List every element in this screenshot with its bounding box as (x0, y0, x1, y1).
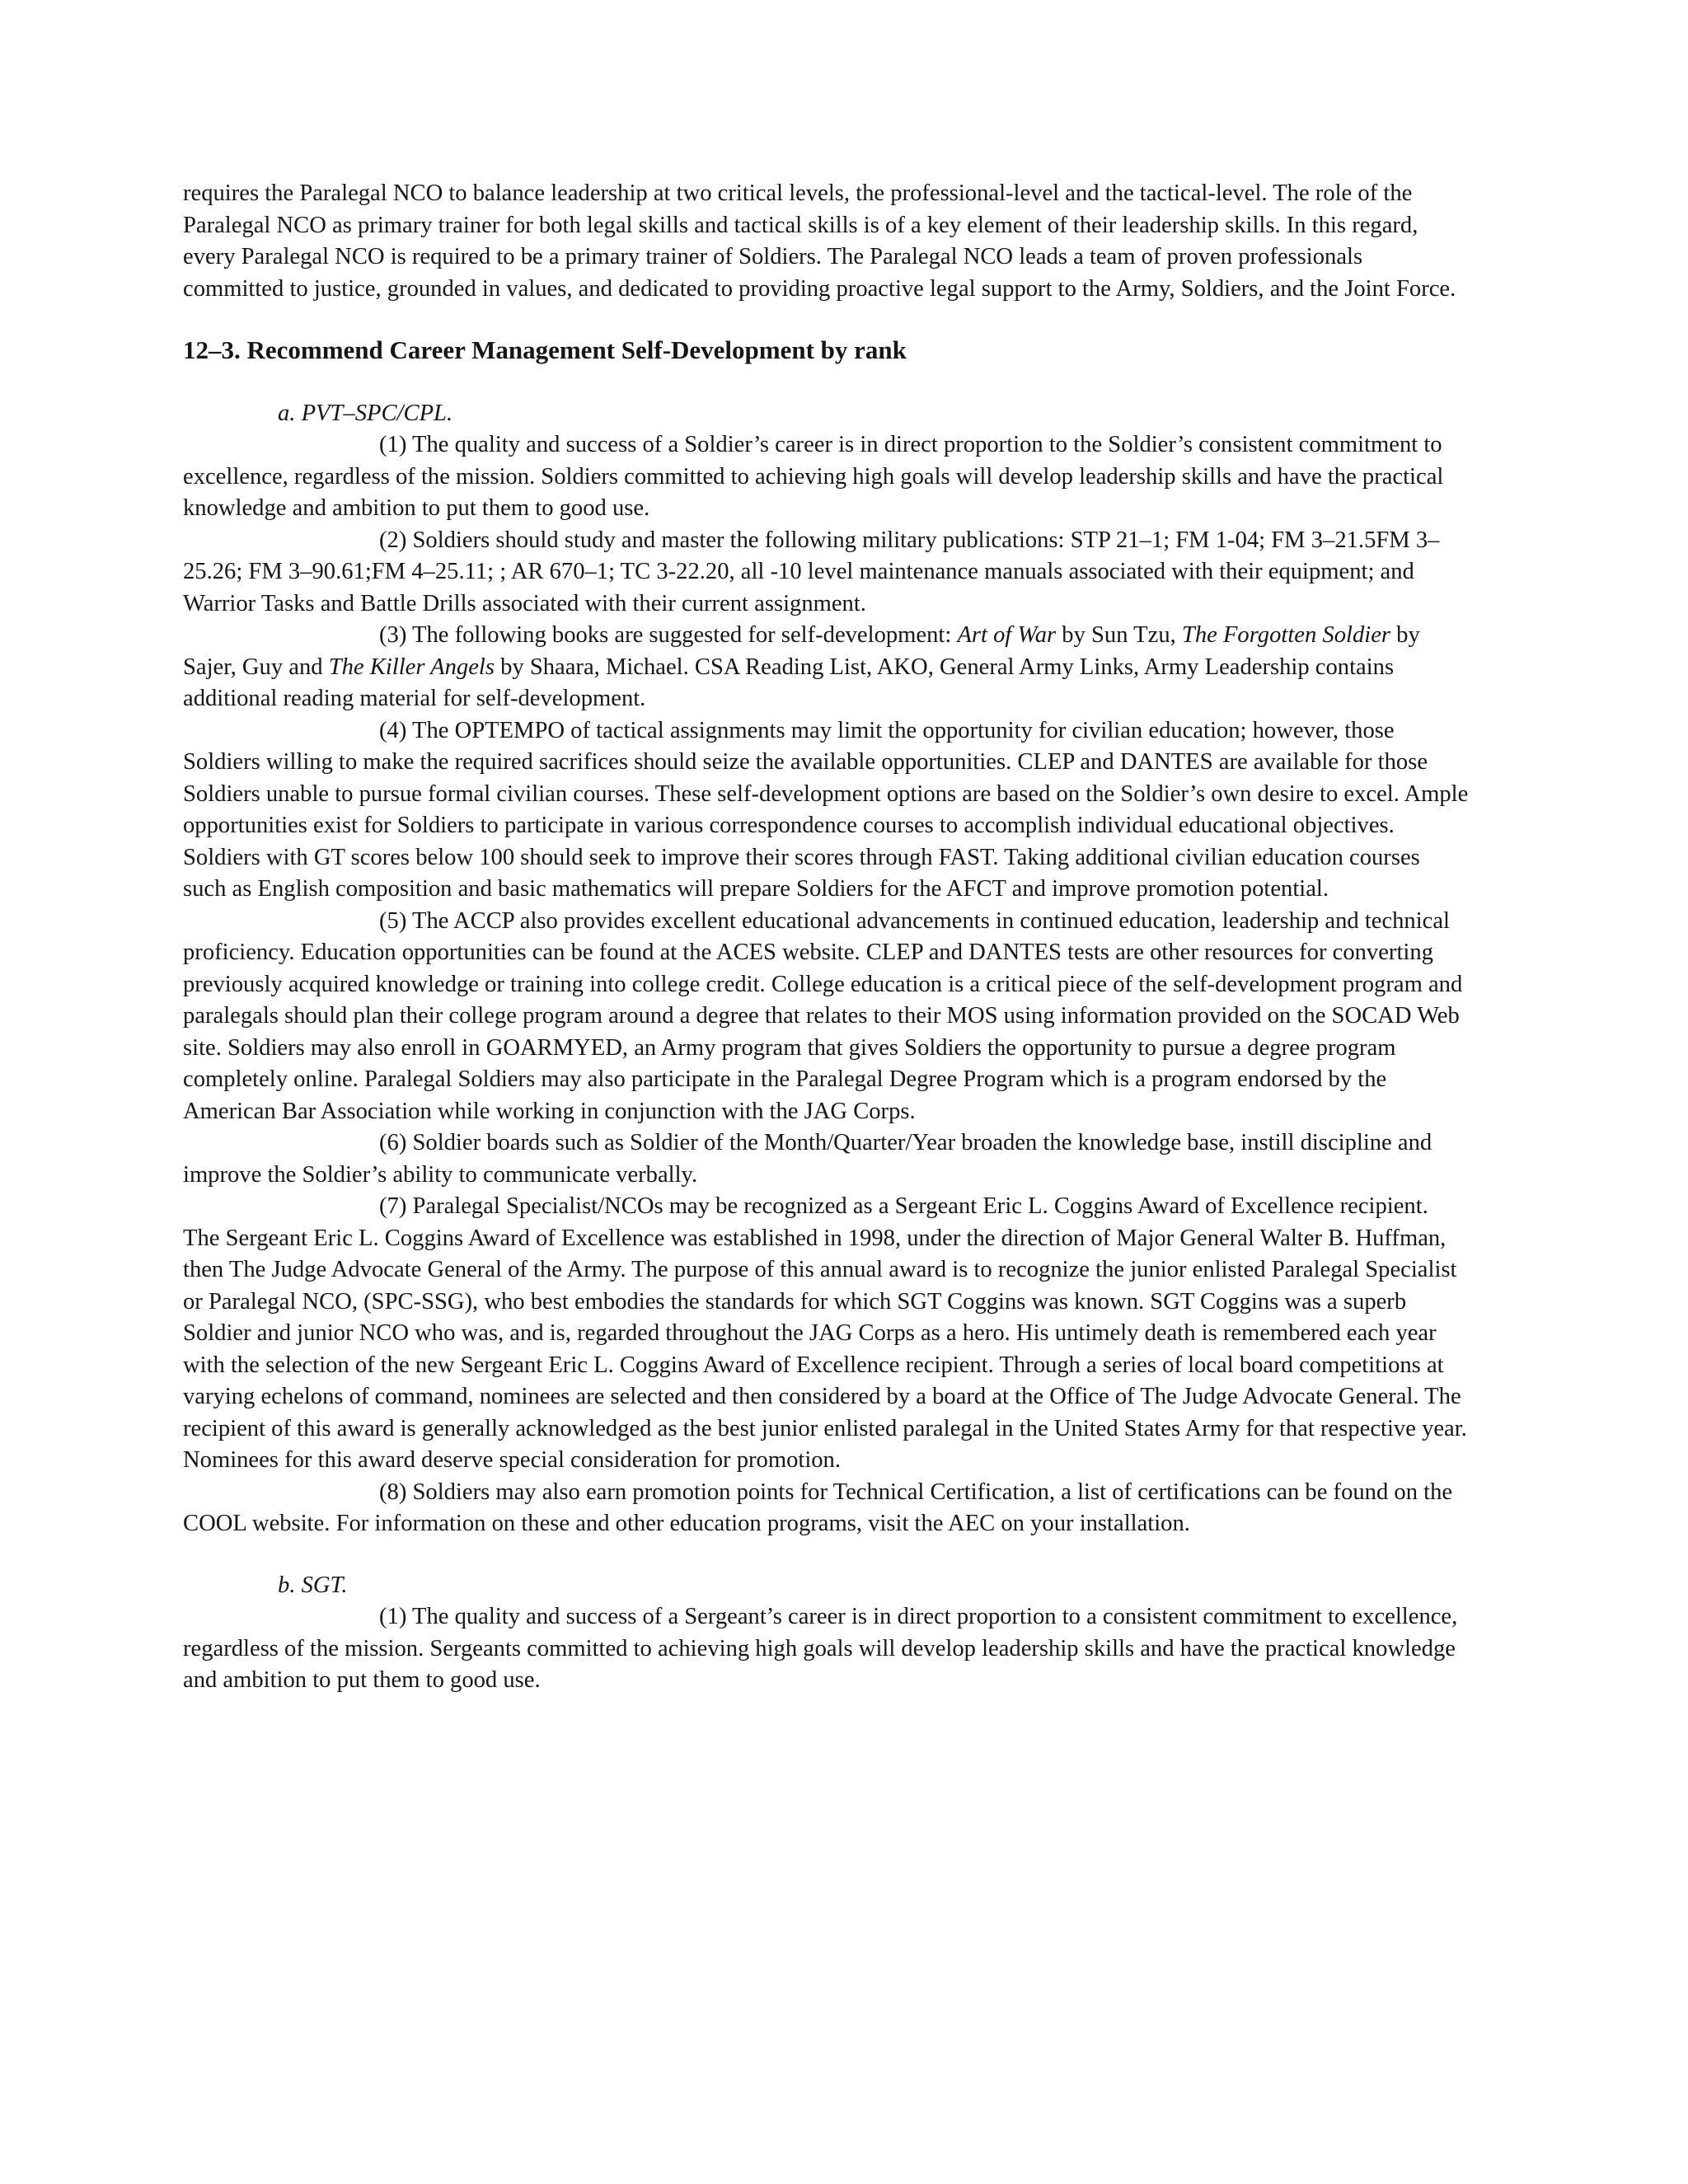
paragraph-b1: (1) The quality and success of a Sergeant’s career is in direct proportion to a consistent commitment to excellence, regardless of the mission. Sergeants committed to achieving high goals will develop leadership skills and have the practical knowledge and ambition to put them to good use. (183, 1604, 1458, 1693)
book-title-killer-angels: The Killer Angels (328, 654, 495, 680)
paragraph-a6: (6) Soldier boards such as Soldier of the Month/Quarter/Year broaden the knowledge base, instill discipline and improve the Soldier’s ability to communicate verbally. (183, 1130, 1432, 1188)
book-title-art-of-war: Art of War (957, 622, 1057, 648)
subsection-a-label: a. PVT–SPC/CPL. (278, 400, 453, 426)
document-page (183, 178, 1469, 1697)
paragraph-a4: (4) The OPTEMPO of tactical assignments may limit the opportunity for civilian education; however, those Soldiers willing to make the required sacrifices should seize the available opportunities. CLEP and DANTES are available for those Soldiers unable to pursue formal civilian courses. These self-development options are based on the Soldier’s own desire to excel. Ample opportunities exist for Soldiers to participate in various correspondence courses to accomplish individual educational objectives. Soldiers with GT scores below 100 should seek to improve their scores through FAST. Taking additional civilian education courses such as English composition and basic mathematics will prepare Soldiers for the AFCT and improve promotion potential. (183, 717, 1469, 902)
section-heading: 12–3. Recommend Career Management Self-Development by rank (183, 335, 907, 364)
paragraph-a5: (5) The ACCP also provides excellent educational advancements in continued education, leadership and technical proficiency. Education opportunities can be found at the ACES website. CLEP and DANTES tests are other resources for converting previously acquired knowledge or training into college credit. College education is a critical piece of the self-development program and paralegals should plan their college program around a degree that relates to their MOS using information provided on the SOCAD Web site. Soldiers may also enroll in GOARMYED, an Army program that gives Soldiers the opportunity to pursue a degree program completely online. Paralegal Soldiers may also participate in the Paralegal Degree Program which is a program endorsed by the American Bar Association while working in conjunction with the JAG Corps. (183, 907, 1463, 1124)
paragraph-a1: (1) The quality and success of a Soldier’s career is in direct proportion to the Soldier’s consistent commitment to excellence, regardless of the mission. Soldiers committed to achieving high goals will develop leadership skills and have the practical knowledge and ambition to put them to good use. (183, 432, 1444, 521)
paragraph-a7: (7) Paralegal Specialist/NCOs may be recognized as a Sergeant Eric L. Coggins Award of Excellence recipient. The Sergeant Eric L. Coggins Award of Excellence was established in 1998, under the direction of Major General Walter B. Huffman, then The Judge Advocate General of the Army. The purpose of this annual award is to recognize the junior enlisted Paralegal Specialist or Paralegal NCO, (SPC-SSG), who best embodies the standards for which SGT Coggins was known. SGT Coggins was a superb Soldier and junior NCO who was, and is, regarded throughout the JAG Corps as a hero. His untimely death is remembered each year with the selection of the new Sergeant Eric L. Coggins Award of Excellence recipient. Through a series of local board competitions at varying echelons of command, nominees are selected and then considered by a board at the Office of The Judge Advocate General. The recipient of this award is generally acknowledged as the best junior enlisted paralegal in the United States Army for that respective year. Nominees for this award deserve special consideration for promotion. (183, 1193, 1467, 1473)
paragraph-a3-text-1: (3) The following books are suggested for self-development: (379, 622, 958, 648)
paragraph-a3 (183, 620, 1469, 715)
intro-paragraph: requires the Paralegal NCO to balance leadership at two critical levels, the professional-level and the tactical-level. The role of the Paralegal NCO as primary trainer for both legal skills and tactical skills is of a key element of their leadership skills. In this regard, every Paralegal NCO is required to be a primary trainer of Soldiers. The Paralegal NCO leads a team of proven professionals committed to justice, grounded in values, and dedicated to providing proactive legal support to the Army, Soldiers, and the Joint Force. (183, 180, 1456, 302)
paragraph-a8: (8) Soldiers may also earn promotion points for Technical Certification, a list of certifications can be found on the COOL website. For information on these and other education programs, visit the AEC on your installation. (183, 1479, 1453, 1536)
paragraph-a3-text-2: by Sun Tzu, (1056, 622, 1182, 648)
book-title-forgotten-soldier: The Forgotten Soldier (1181, 622, 1391, 648)
subsection-b-label: b. SGT. (278, 1572, 348, 1598)
paragraph-a3-text-4: by Shaara, Michael. CSA Reading List, AKO, General Army Links, Army Leadership contains additional reading material for self-development. (183, 654, 1395, 711)
paragraph-a3-text-3: by Sajer, Guy and (183, 622, 1420, 680)
paragraph-a2: (2) Soldiers should study and master the following military publications: STP 21–1; FM 1-04; FM 3–21.5FM 3–25.26; FM 3–90.61;FM 4–25.11; ; AR 670–1; TC 3-22.20, all -10 level maintenance manuals associated with their equipment; and Warrior Tasks and Battle Drills associated with their current assignment. (183, 527, 1440, 616)
